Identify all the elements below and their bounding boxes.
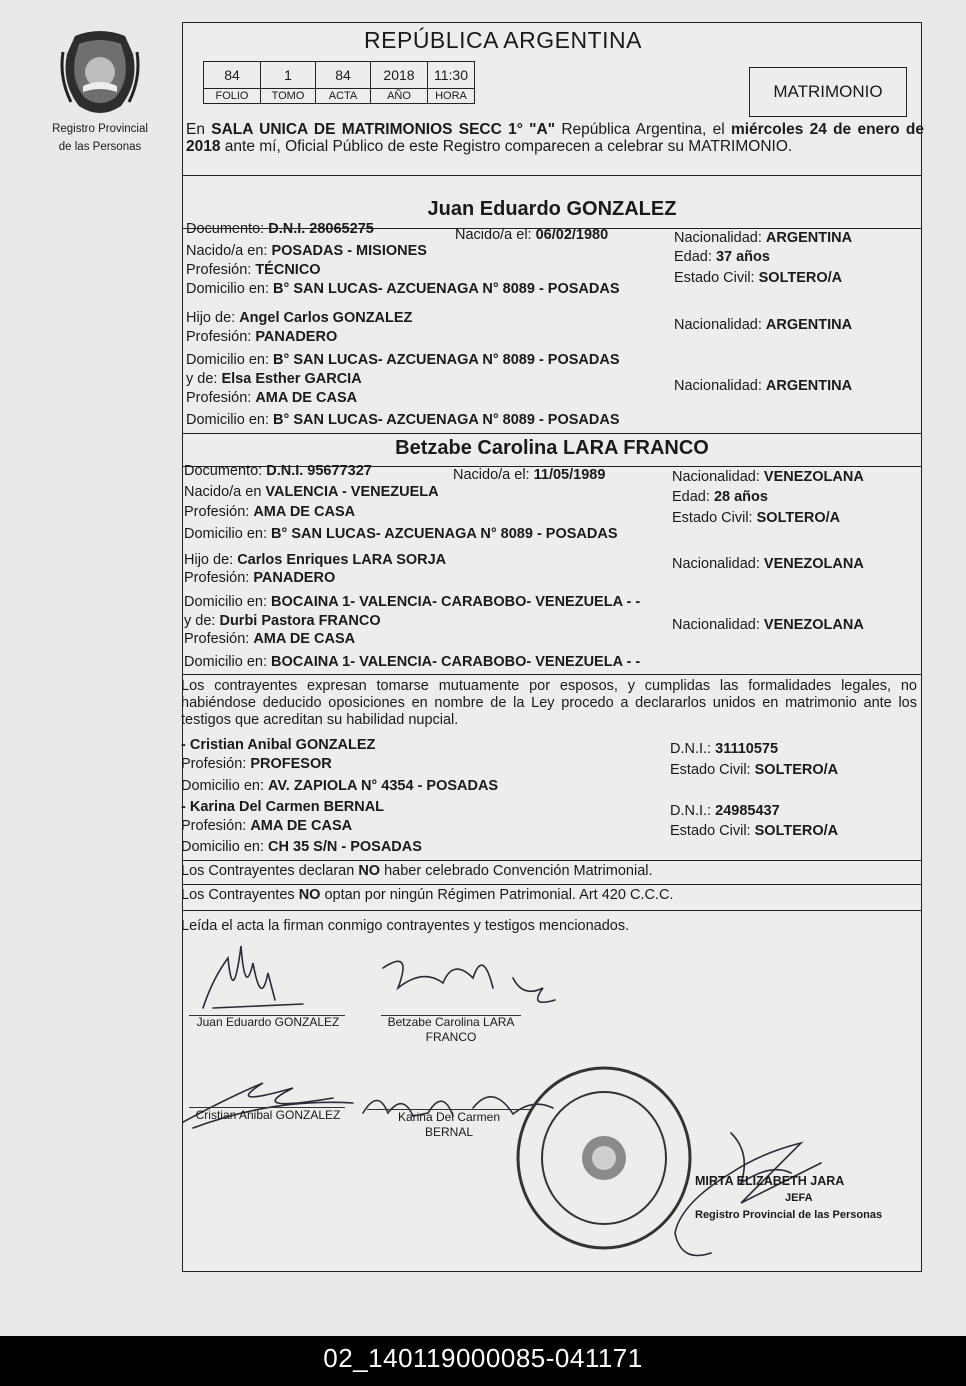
text: Los Contrayentes (181, 887, 299, 903)
label: D.N.I.: (670, 803, 712, 819)
convention-statement (181, 863, 653, 880)
groom-mother-name (186, 371, 362, 388)
value: Angel Carlos GONZALEZ (239, 310, 413, 326)
value: TÉCNICO (255, 262, 321, 278)
tomo-value: 1 (261, 62, 316, 89)
bride-birthplace (184, 484, 439, 501)
label: Profesión: (186, 329, 252, 345)
groom-address (186, 281, 620, 298)
label: Profesión: (184, 504, 250, 520)
witness2-signature-caption (367, 1110, 531, 1140)
caption-line: Betzabe Carolina LARA (387, 1015, 515, 1029)
registry-name-line2: de las Personas (58, 141, 142, 153)
value: - Cristian Anibal GONZALEZ (181, 737, 376, 753)
label: Edad: (674, 249, 712, 265)
bride-father-profession (184, 570, 335, 587)
groom-nationality (674, 230, 852, 247)
divider (183, 175, 921, 176)
label: Domicilio en: (186, 281, 269, 297)
country-title: REPÚBLICA ARGENTINA (364, 27, 642, 53)
anio-value: 2018 (371, 62, 428, 89)
label: Profesión: (181, 818, 247, 834)
label: Estado Civil: (672, 510, 753, 526)
text: NO (298, 887, 321, 903)
witness2-address (181, 839, 422, 856)
hora-label: HORA (428, 89, 475, 104)
declaration-text: Los contrayentes expresan tomarse mutuamente por esposos, y cumplidas las formalidades legales, no habiéndose deducido oposiciones en nombre de la Ley procedo a declararlos unidos en matrimonio ante los testigos que acreditan su habilidad nupcial. (181, 678, 917, 728)
value: 37 años (715, 249, 770, 265)
value: 24985437 (715, 803, 780, 819)
label: Documento: (186, 221, 265, 237)
groom-documento (186, 221, 374, 238)
label: Nacido/a el: (455, 227, 532, 243)
value: D.N.I. 95677327 (266, 463, 372, 479)
value: B° SAN LUCAS- AZCUENAGA N° 8089 - POSADAS (271, 526, 618, 542)
value: D.N.I. 28065275 (268, 221, 374, 237)
intro-place: SALA UNICA DE MATRIMONIOS SECC 1° "A" (211, 121, 556, 138)
bride-documento (184, 463, 372, 480)
value: VENEZOLANA (763, 469, 864, 485)
bride-name-heading: Betzabe Carolina LARA FRANCO (395, 437, 709, 459)
label: Hijo de: (186, 310, 236, 326)
divider (183, 860, 921, 861)
witness1-dni (670, 741, 778, 758)
witness2-name (181, 799, 384, 816)
groom-mother-profession (186, 390, 357, 407)
intro-text: República Argentina, el (555, 121, 731, 138)
value: BOCAINA 1- VALENCIA- CARABOBO- VENEZUELA - - (271, 594, 641, 610)
value: 06/02/1980 (535, 227, 609, 243)
label: Domicilio en: (186, 412, 269, 428)
folio-label: FOLIO (204, 89, 261, 104)
value: VALENCIA - VENEZUELA (265, 484, 439, 500)
value: PANADERO (253, 570, 336, 586)
label: Estado Civil: (674, 270, 755, 286)
bride-nationality (672, 469, 864, 486)
bride-mother-address (184, 654, 640, 671)
folio-value: 84 (204, 62, 261, 89)
value: ARGENTINA (765, 317, 853, 333)
official-organization: Registro Provincial de las Personas (695, 1209, 883, 1221)
acta-value: 84 (316, 62, 371, 89)
groom-birthplace (186, 243, 427, 260)
witness1-address (181, 778, 498, 795)
bride-signature (383, 961, 555, 1002)
value: VENEZOLANA (763, 617, 864, 633)
label: D.N.I.: (670, 741, 712, 757)
groom-mother-address (186, 412, 620, 429)
value: AV. ZAPIOLA N° 4354 - POSADAS (268, 778, 499, 794)
witness1-signature-caption: Cristian Anibal GONZALEZ (195, 1108, 341, 1122)
label: Profesión: (186, 390, 252, 406)
label: Domicilio en: (181, 778, 264, 794)
bride-mother-nationality (672, 617, 864, 634)
value: SOLTERO/A (754, 762, 839, 778)
label: y de: (186, 371, 218, 387)
label: Profesión: (186, 262, 252, 278)
label: Nacido/a en: (186, 243, 268, 259)
label: Nacionalidad: (672, 617, 760, 633)
value: Carlos Enriques LARA SORJA (237, 552, 447, 568)
value: POSADAS - MISIONES (271, 243, 427, 259)
groom-mother-nationality (674, 378, 852, 395)
marriage-certificate (181, 22, 925, 1272)
label: Nacionalidad: (674, 378, 762, 394)
caption-line: Karina Del Carmen (397, 1110, 501, 1124)
label: Domicilio en: (181, 839, 264, 855)
value: SOLTERO/A (754, 823, 839, 839)
label: Nacionalidad: (674, 317, 762, 333)
intro-text: En (186, 121, 212, 138)
intro-paragraph (186, 121, 924, 155)
value: Durbi Pastora FRANCO (219, 613, 381, 629)
witness2-civil-status (670, 823, 838, 840)
groom-father-nationality (674, 317, 852, 334)
value: B° SAN LUCAS- AZCUENAGA N° 8089 - POSADAS (273, 281, 620, 297)
provincial-seal-icon (55, 28, 145, 118)
label: Documento: (184, 463, 263, 479)
label: y de: (184, 613, 216, 629)
groom-father-name (186, 310, 412, 327)
value: B° SAN LUCAS- AZCUENAGA N° 8089 - POSADAS (273, 412, 620, 428)
tomo-label: TOMO (261, 89, 316, 104)
registry-logo (40, 28, 160, 154)
groom-signature (203, 946, 303, 1008)
bride-father-name (184, 552, 446, 569)
bride-mother-name (184, 613, 381, 630)
bride-father-address (184, 594, 640, 611)
label: Estado Civil: (670, 762, 751, 778)
label: Hijo de: (184, 552, 234, 568)
groom-civil-status (674, 270, 842, 287)
bride-mother-profession (184, 631, 355, 648)
bride-profession (184, 504, 355, 521)
official-signature-block (695, 1173, 895, 1224)
bride-birthdate (453, 467, 605, 484)
acta-label: ACTA (316, 89, 371, 104)
divider (183, 884, 921, 885)
intro-date: miércoles 24 de enero de 2018 (186, 121, 925, 155)
value: SOLTERO/A (756, 510, 841, 526)
witness1-name (181, 737, 375, 754)
groom-profession (186, 262, 321, 279)
bride-civil-status (672, 510, 840, 527)
bride-address (184, 526, 618, 543)
divider (183, 674, 921, 675)
label: Estado Civil: (670, 823, 751, 839)
witness2-profession (181, 818, 352, 835)
witness2-dni (670, 803, 780, 820)
label: Nacionalidad: (672, 469, 760, 485)
value: PANADERO (255, 329, 338, 345)
value: Elsa Esther GARCIA (221, 371, 362, 387)
value: BOCAINA 1- VALENCIA- CARABOBO- VENEZUELA - - (271, 654, 641, 670)
value: AMA DE CASA (255, 390, 358, 406)
caption-line: FRANCO (425, 1030, 477, 1044)
witness1-civil-status (670, 762, 838, 779)
text: Los Contrayentes declaran (181, 863, 359, 879)
official-role: JEFA (785, 1192, 813, 1204)
value: AMA DE CASA (253, 631, 356, 647)
bride-father-nationality (672, 556, 864, 573)
label: Domicilio en: (184, 594, 267, 610)
value: B° SAN LUCAS- AZCUENAGA N° 8089 - POSADAS (273, 352, 620, 368)
label: Nacido/a el: (453, 467, 530, 483)
label: Profesión: (184, 570, 250, 586)
groom-age (674, 249, 770, 266)
label: Nacido/a en (184, 484, 262, 500)
bride-signature-caption (373, 1015, 529, 1045)
value: AMA DE CASA (250, 818, 353, 834)
certificate-type: MATRIMONIO (749, 67, 907, 117)
divider (183, 910, 921, 911)
label: Profesión: (184, 631, 250, 647)
text: haber celebrado Convención Matrimonial. (380, 863, 653, 879)
label: Nacionalidad: (672, 556, 760, 572)
groom-name-heading: Juan Eduardo GONZALEZ (427, 198, 677, 220)
value: ARGENTINA (765, 378, 853, 394)
label: Nacionalidad: (674, 230, 762, 246)
regime-statement (181, 887, 673, 904)
caption-line: BERNAL (424, 1125, 474, 1139)
witness1-profession (181, 756, 332, 773)
label: Edad: (672, 489, 710, 505)
value: ARGENTINA (765, 230, 853, 246)
label: Domicilio en: (184, 654, 267, 670)
value: VENEZOLANA (763, 556, 864, 572)
value: 28 años (713, 489, 768, 505)
value: PROFESOR (250, 756, 332, 772)
value: 31110575 (715, 741, 779, 757)
groom-father-profession (186, 329, 337, 346)
registration-table (203, 61, 475, 104)
groom-signature-caption: Juan Eduardo GONZALEZ (196, 1015, 340, 1029)
value: - Karina Del Carmen BERNAL (181, 799, 385, 815)
text: optan por ningún Régimen Patrimonial. Art 420 C.C.C. (320, 887, 674, 903)
anio-label: AÑO (371, 89, 428, 104)
groom-birthdate (455, 227, 608, 244)
registry-name-line1: Registro Provincial (52, 123, 148, 135)
label: Domicilio en: (186, 352, 269, 368)
official-name: MIRTA ELIZABETH JARA (695, 1174, 845, 1188)
text: NO (358, 863, 381, 879)
value: 11/05/1989 (533, 467, 606, 483)
value: AMA DE CASA (253, 504, 356, 520)
label: Profesión: (181, 756, 247, 772)
label: Domicilio en: (184, 526, 267, 542)
document-barcode-id: 02_140119000085-041171 (0, 1336, 966, 1386)
value: CH 35 S/N - POSADAS (268, 839, 422, 855)
bride-age (672, 489, 768, 506)
hora-value: 11:30 (428, 62, 475, 89)
signing-statement: Leída el acta la firman conmigo contrayentes y testigos mencionados. (181, 918, 630, 934)
value: SOLTERO/A (758, 270, 843, 286)
intro-text: ante mí, Oficial Público de este Registro comparecen a celebrar su MATRIMONIO. (220, 138, 793, 155)
divider (183, 433, 921, 434)
groom-father-address (186, 352, 620, 369)
